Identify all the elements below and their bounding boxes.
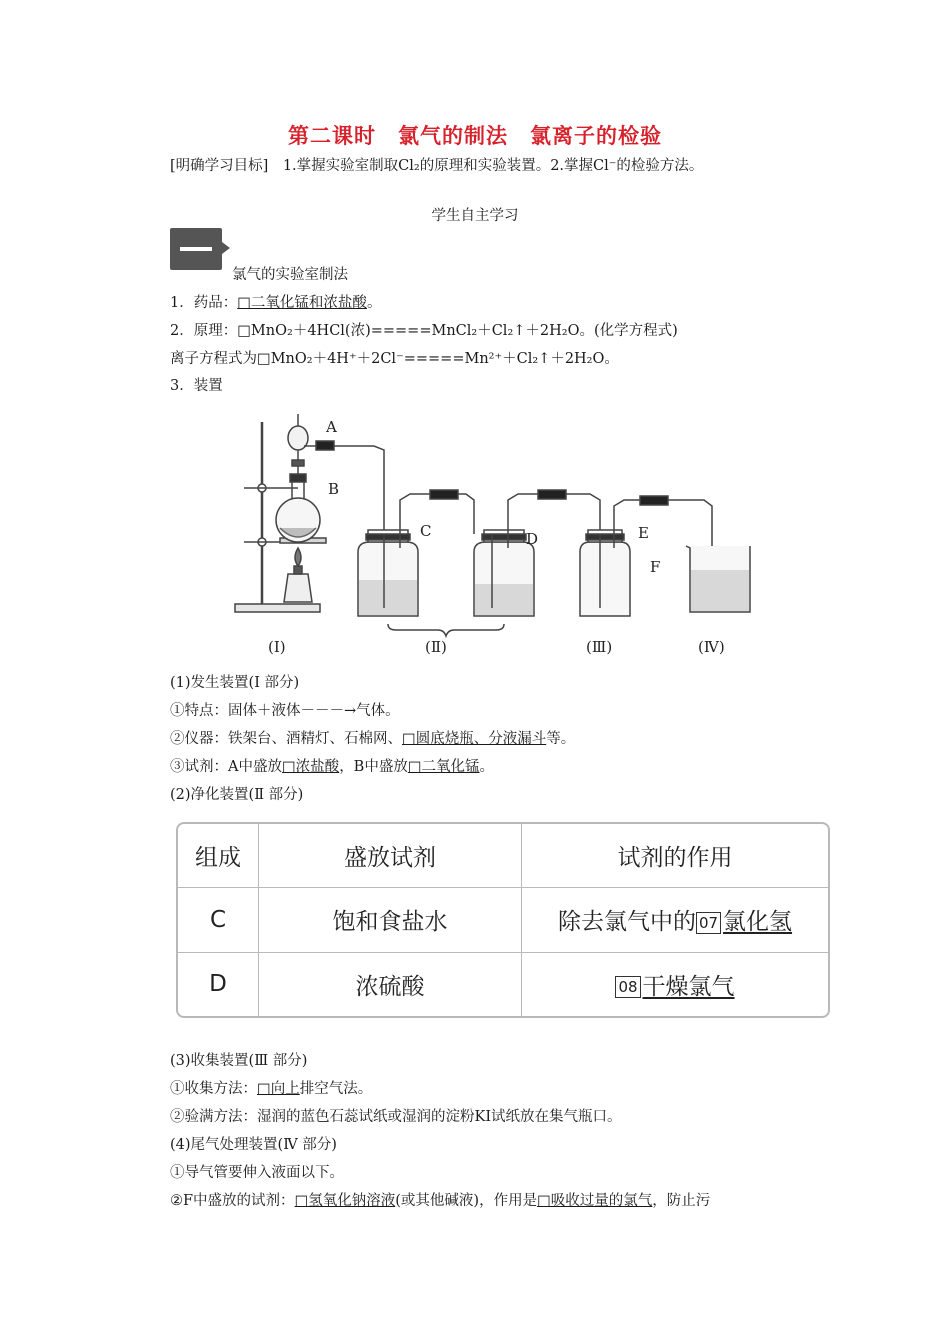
- collect-method: ①收集方法：□向上排空气法。: [170, 1081, 373, 1097]
- answer-reagent-b: □二氧化锰: [407, 759, 480, 775]
- answer-instruments: □圆底烧瓶、分液漏斗: [402, 731, 547, 747]
- collect-title: (3)收集装置(Ⅲ 部分): [170, 1053, 308, 1069]
- label-e: E: [638, 524, 649, 542]
- gen-reagents: ③试剂：A中盛放□浓盐酸，B中盛放□二氧化锰。: [170, 759, 495, 775]
- gen-title: (1)发生装置(Ⅰ 部分): [170, 675, 300, 691]
- table-header: 组成: [178, 824, 259, 888]
- label-part-2: (Ⅱ): [425, 638, 447, 656]
- purification-table: [176, 822, 830, 1018]
- label-c: C: [420, 522, 432, 540]
- label-part-4: (Ⅳ): [698, 638, 725, 656]
- answer-text: 氯化氢: [723, 909, 793, 936]
- item-apparatus: 3．装置: [170, 378, 223, 394]
- collect-check: ②验满方法：湿润的蓝色石蕊试纸或湿润的淀粉KI试纸放在集气瓶口。: [170, 1109, 622, 1125]
- table-cell: D: [178, 952, 259, 1016]
- tail-l1: ①导气管要伸入液面以下。: [170, 1165, 344, 1181]
- item-principle: 2．原理：□MnO₂＋4HCl(浓)=====MnCl₂＋Cl₂↑＋2H₂O。(化学方程式): [170, 323, 678, 339]
- label-d: D: [526, 530, 539, 548]
- part-one-badge-icon: [170, 228, 222, 270]
- answer-tail-purpose: □吸收过量的氯气: [537, 1193, 653, 1209]
- table-header: 试剂的作用: [522, 824, 829, 888]
- table-header-row: [178, 824, 828, 888]
- learning-objectives: [明确学习目标] 1.掌握实验室制取Cl₂的原理和实验装置。2.掌握Cl⁻的检验方法。: [170, 158, 704, 174]
- answer-tail-reagent: □氢氧化钠溶液: [294, 1193, 396, 1209]
- answer-reagents: □二氧化锰和浓盐酸: [237, 295, 367, 311]
- page-title: 第二课时 氯气的制法 氯离子的检验: [288, 123, 662, 148]
- tail-l2: ②F中盛放的试剂：□氢氧化钠溶液(或其他碱液)，作用是□吸收过量的氯气，防止污: [170, 1193, 711, 1209]
- label-b: B: [328, 480, 340, 498]
- table-cell: 浓硫酸: [259, 952, 522, 1016]
- gen-feature: ①特点：固体＋液体－－－→气体。: [170, 703, 400, 719]
- answer-reagent-a: □浓盐酸: [281, 759, 340, 775]
- item-reagents: 1．药品：□二氧化锰和浓盐酸。: [170, 295, 382, 311]
- answer-text: 干燥氯气: [642, 973, 735, 1000]
- part-heading: 氯气的实验室制法: [232, 267, 348, 283]
- label-a: A: [326, 418, 337, 436]
- answer-number-box: 07: [696, 912, 721, 934]
- table-cell: 除去氯气中的 07 氯化氢: [522, 888, 829, 953]
- label-f: F: [650, 558, 661, 576]
- table-row: [178, 952, 828, 1016]
- table-row: [178, 888, 828, 953]
- table-cell: [522, 952, 829, 1016]
- tail-title: (4)尾气处理装置(Ⅳ 部分): [170, 1137, 337, 1153]
- purify-title: (2)净化装置(Ⅱ 部分): [170, 787, 304, 803]
- table-cell: 饱和食盐水: [259, 888, 522, 953]
- table-cell: C: [178, 888, 259, 953]
- apparatus-diagram: [230, 402, 760, 664]
- section-header: 学生自主学习: [431, 208, 519, 224]
- table-header: 盛放试剂: [259, 824, 522, 888]
- ionic-equation: 离子方程式为□MnO₂＋4H⁺＋2Cl⁻=====Mn²⁺＋Cl₂↑＋2H₂O。: [170, 351, 619, 367]
- answer-number-box: 08: [615, 976, 640, 998]
- label-part-3: (Ⅲ): [586, 638, 613, 656]
- answer-collect: □向上: [257, 1081, 300, 1097]
- gen-instruments: ②仪器：铁架台、酒精灯、石棉网、□圆底烧瓶、分液漏斗等。: [170, 731, 576, 747]
- label-part-1: (Ⅰ): [268, 638, 286, 656]
